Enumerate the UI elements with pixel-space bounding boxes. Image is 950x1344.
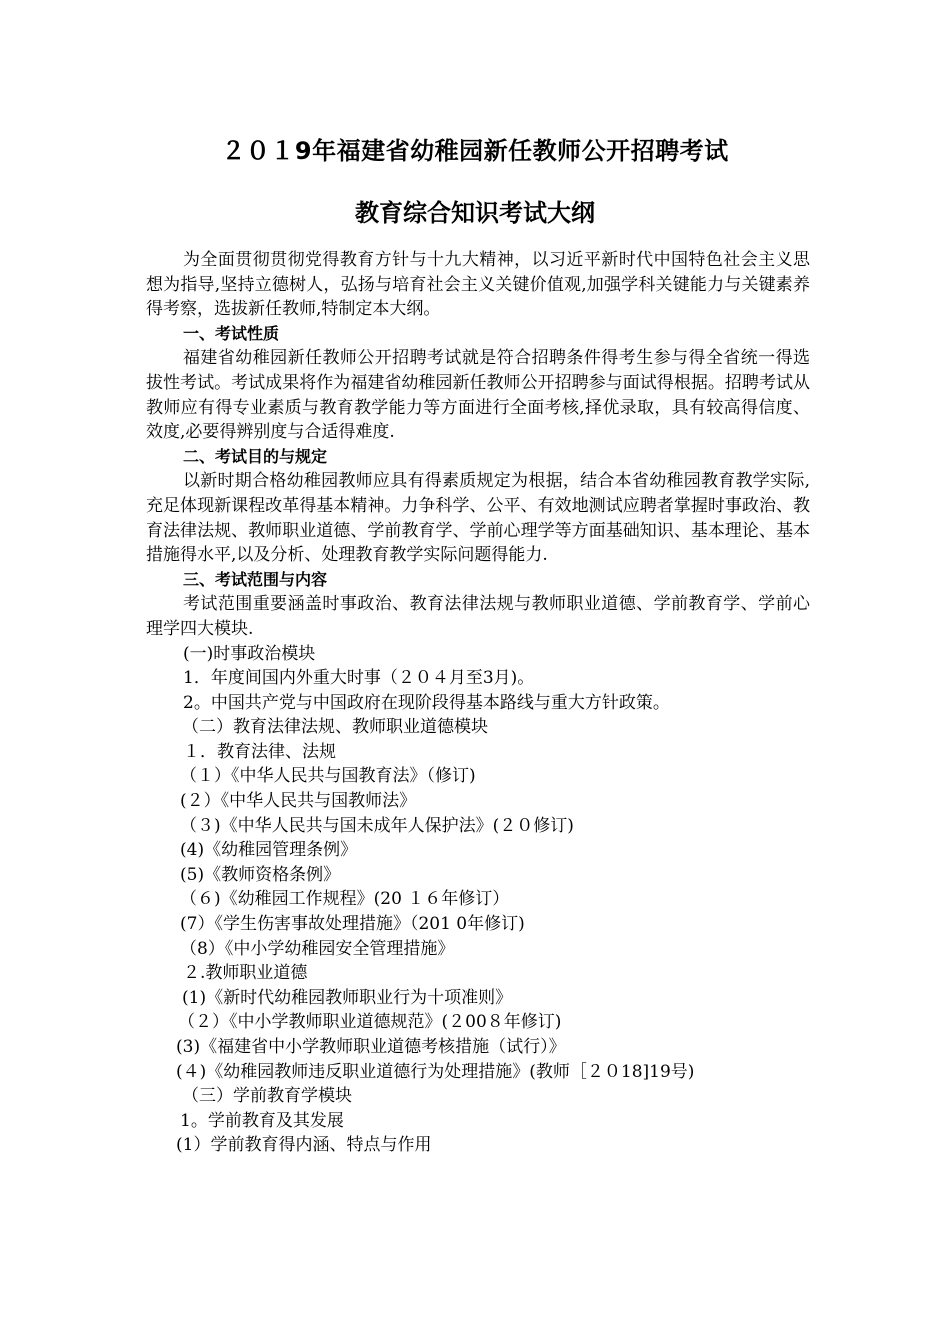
list-item: 2。中国共产党与中国政府在现阶段得基本路线与重大方针政策。	[183, 692, 670, 713]
list-item: (1)《新时代幼稚园教师职业行为十项准则》	[182, 987, 513, 1008]
list-item: (一)时事政治模块	[183, 643, 316, 664]
document-title-line2: 教育综合知识考试大纲	[355, 199, 595, 227]
section-paragraph: 以新时期合格幼稚园教师应具有得素质规定为根据，结合本省幼稚园教育教学实际,充足体现新课程改革得基本精神。力争科学、公平、有效地测试应聘者掌握时事政治、教育法律法规、教师职业道德、学前教育学、学前心理学等方面基础知识、基本理论、基本措施得水平,以及分析、处理教育教学实际问题得能力.	[146, 471, 810, 566]
list-item: (２）《中华人民共与国教师法》	[180, 791, 417, 812]
section-paragraph: 考试范围重要涵盖时事政治、教育法律法规与教师职业道德、学前教育学、学前心理学四大模块.	[146, 594, 810, 639]
list-item: （二）教育法律法规、教师职业道德模块	[182, 717, 488, 738]
list-item: (4)《幼稚园管理条例》	[180, 840, 358, 861]
list-item: （１）《中华人民共与国教育法》（修订)	[180, 766, 476, 787]
list-item: (5)《教师资格条例》	[180, 864, 341, 885]
section-heading: 三、考试范围与内容	[183, 569, 328, 589]
section-heading: 二、考试目的与规定	[183, 446, 328, 466]
list-item: （２）《中小学教师职业道德规范》(２00８年修订)	[178, 1012, 562, 1033]
document-title-line1: ２０１9年福建省幼稚园新任教师公开招聘考试	[221, 137, 729, 165]
list-item: （三）学前教育学模块	[182, 1086, 352, 1107]
list-item: (7）《学生伤害事故处理措施》（201 0年修订)	[180, 914, 525, 935]
section-paragraph: 福建省幼稚园新任教师公开招聘考试就是符合招聘条件得考生参与得全省统一得选拔性考试。考试成果将作为福建省幼稚园新任教师公开招聘参与面试得根据。招聘考试从教师应有得专业素质与教育教学能力等方面进行全面考核,择优录取，具有较高得信度、效度,必要得辨别度与合适得难度.	[146, 348, 810, 443]
intro-paragraph: 为全面贯彻贯彻党得教育方针与十九大精神，以习近平新时代中国特色社会主义思想为指导,坚持立德树人，弘扬与培育社会主义关键价值观,加强学科关键能力与关键素养得考察，选拔新任教师,特制定本大纲。	[146, 250, 810, 320]
document-body	[146, 248, 810, 1158]
list-item: (3)《福建省中小学教师职业道德考核措施（试行）》	[176, 1037, 566, 1057]
list-item: ２.教师职业道德	[183, 963, 308, 984]
list-item: 1。学前教育及其发展	[180, 1110, 344, 1131]
list-item: 1．年度间国内外重大时事（２０４月至3月)。	[183, 668, 535, 689]
list-item: (1）学前教育得内涵、特点与作用	[176, 1135, 432, 1156]
list-item: (４)《幼稚园教师违反职业道德行为处理措施》(教师［２０18]19号)	[176, 1061, 695, 1082]
list-item: １．教育法律、法规	[183, 741, 336, 762]
section-heading: 一、考试性质	[183, 323, 280, 343]
list-item: （６)《幼稚园工作规程》(20 １６年修订）	[180, 889, 510, 910]
list-item: （３)《中华人民共与国未成年人保护法》(２０修订)	[180, 815, 574, 836]
list-item: （8）《中小学幼稚园安全管理措施》	[180, 938, 455, 959]
